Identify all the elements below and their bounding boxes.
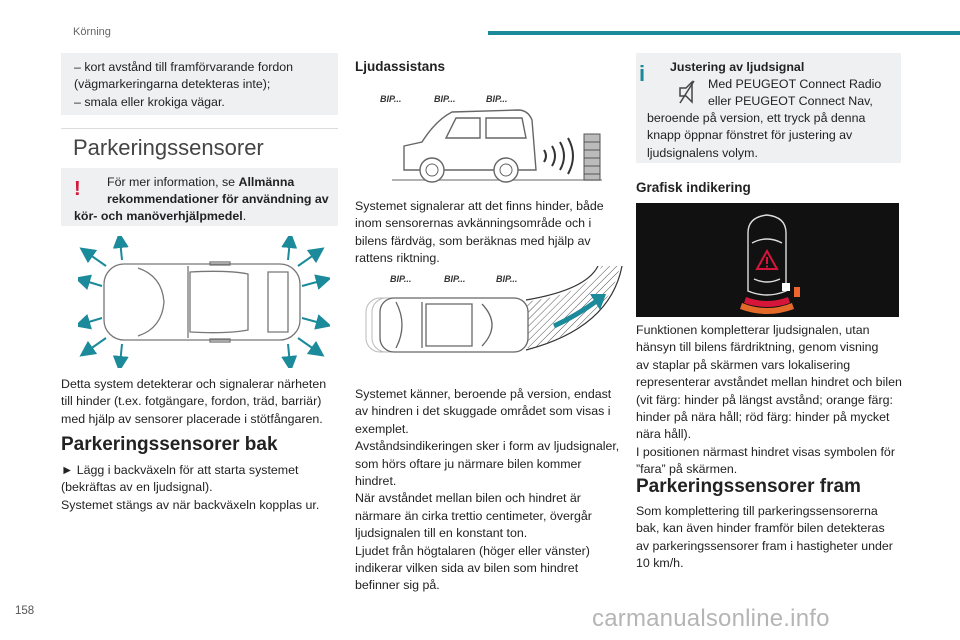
body-text: som hörs oftare ju närmare bilen kommer [355,456,582,471]
body-text: Som komplettering till parkeringssensorerna [636,504,878,518]
sensor-arrow-icon [298,338,318,352]
body-text: Avståndsindikeringen sker i form av ljudsignaler, [355,439,620,454]
body-text: hinder på nära håll; röd färg: hinder på mycket [636,410,890,425]
bip-label: BIP... [434,94,456,104]
body-text: representerar avståndet mellan hindret och bilen [636,375,902,390]
bip-label: BIP... [380,94,402,104]
car-top-outline [380,298,528,352]
sensor-arrow-icon [302,318,324,324]
watermark: carmanualsonline.info [592,605,830,632]
note-box [61,53,338,115]
body-text: exemplet. [355,421,409,436]
sensor-arrow-icon [302,280,324,286]
page-number: 158 [15,605,35,617]
info-text: knapp öppnar fönstret för justering av [647,128,853,143]
section-heading: Grafisk indikering [636,180,751,195]
body-text: hindret. [355,474,397,489]
body-text: Systemet stängs av när backväxeln kopplas ur. [61,497,320,512]
bip-label: BIP... [390,274,412,284]
warning-icon: ! [74,178,81,200]
body-text: Ljudet från högtalaren (höger eller vänster) [355,543,590,558]
body-text: indikerar vilken sida av bilen som hindret [355,561,579,576]
info-icon: i [639,61,646,86]
section-heading: Parkeringssensorer [73,135,264,160]
speaker-icon [676,79,698,105]
car-top-icon [748,215,786,295]
warning-text-line: För mer information, se Allmänna [107,175,295,189]
warning-text-line: rekommendationer för användning av [107,192,329,207]
body-text: nära håll). [636,427,692,442]
sensor-arrow-icon [120,240,122,260]
body-text: närmare än cirka trettio centimeter, övergår [355,508,592,523]
sensor-arrow-icon [288,240,290,260]
shaded-zone [522,266,620,348]
wheel [420,158,444,182]
body-text: Systemet känner, beroende på version, endast [355,387,612,401]
bip-label: BIP... [486,94,508,104]
danger-triangle-icon [757,251,777,269]
body-text: Systemet signalerar att det finns hinder, både [355,199,604,213]
body-text: rattens riktning. [355,251,440,266]
body-text: Detta system detekterar och signalerar närheten [61,377,327,391]
header-accent-bar [488,31,960,35]
body-text: Funktionen kompletterar ljudsignalen, utan [636,323,870,337]
body-text: av staplar på skärmen vars lokalisering [636,357,851,372]
graphic-display [636,203,899,317]
info-title: Justering av ljudsignal [670,60,805,74]
body-text: 10 km/h. [636,556,684,571]
body-text: av parkeringssensorer fram i hastigheter under [636,538,893,553]
section-heading: Parkeringssensorer bak [61,434,278,455]
body-text: befinner sig på. [355,578,440,593]
top-zone-diagram [362,266,624,376]
wall [584,134,600,180]
body-text: ► Lägg i backväxeln för att starta systemet [61,463,299,477]
sensor-arrow-icon [86,338,106,352]
info-text: eller PEUGEOT Connect Nav, [708,94,873,108]
car-sensor-diagram [78,236,330,368]
body-text: I positionen närmast hindret visas symbolen för [636,444,895,459]
note-line: – smala eller krokiga vägar. [74,94,225,109]
note-line: – kort avstånd till framförvarande fordon [74,60,294,74]
body-text: (bekräftas av en ljudsignal). [61,480,213,495]
section-heading: Ljudassistans [355,59,446,74]
info-text: ljudsignalens volym. [647,145,758,160]
body-text: till hinder (t.ex. fotgängare, fordon, träd, barriär) [61,394,322,409]
body-text: hänsyn till bilens färdriktning, genom visning [636,340,879,355]
running-header: Körning [73,26,111,38]
body-text: (vit färg: hinder på längst avstånd; orange färg: [636,392,893,407]
distance-bars [740,283,800,314]
body-text: ljudsignalen till en konstant ton. [355,526,528,541]
bip-label: BIP... [444,274,466,284]
body-text: av hindren i det skuggade området som visas i [355,404,611,419]
body-text: med hjälp av sensorer placerade i stötfångaren. [61,411,323,426]
sensor-arrow-icon [82,280,102,286]
sound-waves [544,138,573,174]
section-heading: Parkeringssensorer fram [636,476,861,497]
warning-box [61,168,338,226]
warning-text-line: kör- och manöverhjälpmedel. [74,209,247,223]
body-text: bak, kan även hinder framför bilen detekteras [636,521,885,536]
info-text: Med PEUGEOT Connect Radio [708,77,882,91]
info-box [636,53,901,163]
sensor-arrow-icon [120,344,122,364]
info-text: beroende på version, ett tryck på denna [647,111,866,125]
body-text: ”fara” på skärmen. [636,462,738,477]
rear-sound-diagram [372,90,612,190]
car-outline [104,262,300,342]
sensor-arrow-icon [288,344,290,364]
note-line: (vägmarkeringarna detekteras inte); [74,77,271,92]
divider [61,128,338,129]
bip-label: BIP... [496,274,518,284]
body-text: inom sensorernas avkänningsområde och i [355,216,592,231]
sensor-arrow-icon [86,252,106,266]
body-text: När avståndet mellan bilen och hindret är [355,491,581,506]
wheel [494,158,518,182]
sensor-arrow-icon [298,252,318,266]
body-text: bilens färdväg, som beräknas med hjälp av [355,233,591,248]
sensor-arrow-icon [82,318,102,324]
